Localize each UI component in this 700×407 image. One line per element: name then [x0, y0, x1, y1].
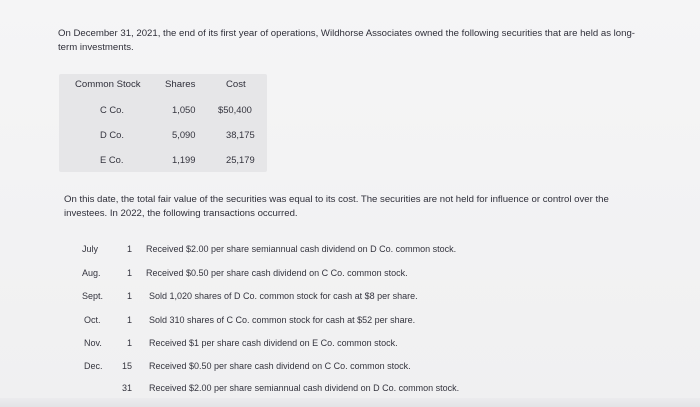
transaction-day: 1 — [126, 244, 132, 254]
holding-stock: C Co. — [100, 104, 124, 115]
transaction-description: Received $0.50 per share cash dividend on C Co. common stock. — [146, 268, 408, 278]
transaction-day: 1 — [126, 338, 132, 348]
holding-shares: 1,050 — [172, 104, 196, 115]
holding-cost: 25,179 — [226, 154, 255, 165]
transaction-month: Dec. — [84, 361, 103, 371]
bottom-edge — [0, 398, 700, 407]
context-paragraph: On this date, the total fair value of the securities was equal to its cost. The securities are not held for influence or control over the investees. In 2022, the following transactions occurred. — [64, 194, 609, 219]
transaction-day: 1 — [126, 315, 132, 325]
transaction-month: Sept. — [82, 291, 104, 301]
header-cost: Cost — [226, 79, 246, 90]
transaction-description: Sold 310 shares of C Co. common stock for cash at $52 per share. — [149, 315, 416, 325]
holding-shares: 5,090 — [172, 129, 196, 140]
intro-paragraph: On December 31, 2021, the end of its first year of operations, Wildhorse Associates owned the following securities that are held as long-term investments. — [58, 28, 636, 53]
transaction-description: Received $1 per share cash dividend on E Co. common stock. — [149, 338, 398, 348]
holding-shares: 1,199 — [172, 154, 196, 165]
transaction-description: Received $0.50 per share cash dividend on C Co. common stock. — [149, 361, 411, 371]
transaction-description: Received $2.00 per share semiannual cash dividend on D Co. common stock. — [146, 244, 457, 254]
holding-cost: 38,175 — [226, 129, 255, 140]
header-shares: Shares — [165, 79, 196, 90]
transaction-day: 31 — [121, 383, 132, 393]
transaction-month: Aug. — [82, 268, 101, 278]
holding-stock: D Co. — [100, 129, 124, 140]
transaction-day: 15 — [121, 361, 132, 371]
transaction-month: Nov. — [84, 338, 102, 348]
transaction-month: Oct. — [84, 315, 101, 325]
transaction-description: Sold 1,020 shares of D Co. common stock for cash at $8 per share. — [149, 291, 418, 301]
holding-stock: E Co. — [100, 154, 124, 165]
header-common-stock: Common Stock — [75, 79, 141, 90]
transaction-day: 1 — [126, 268, 132, 278]
transaction-day: 1 — [126, 291, 132, 301]
transaction-month: July — [82, 244, 99, 254]
holding-cost: $50,400 — [218, 104, 252, 115]
transaction-description: Received $2.00 per share semiannual cash dividend on D Co. common stock. — [149, 383, 460, 393]
